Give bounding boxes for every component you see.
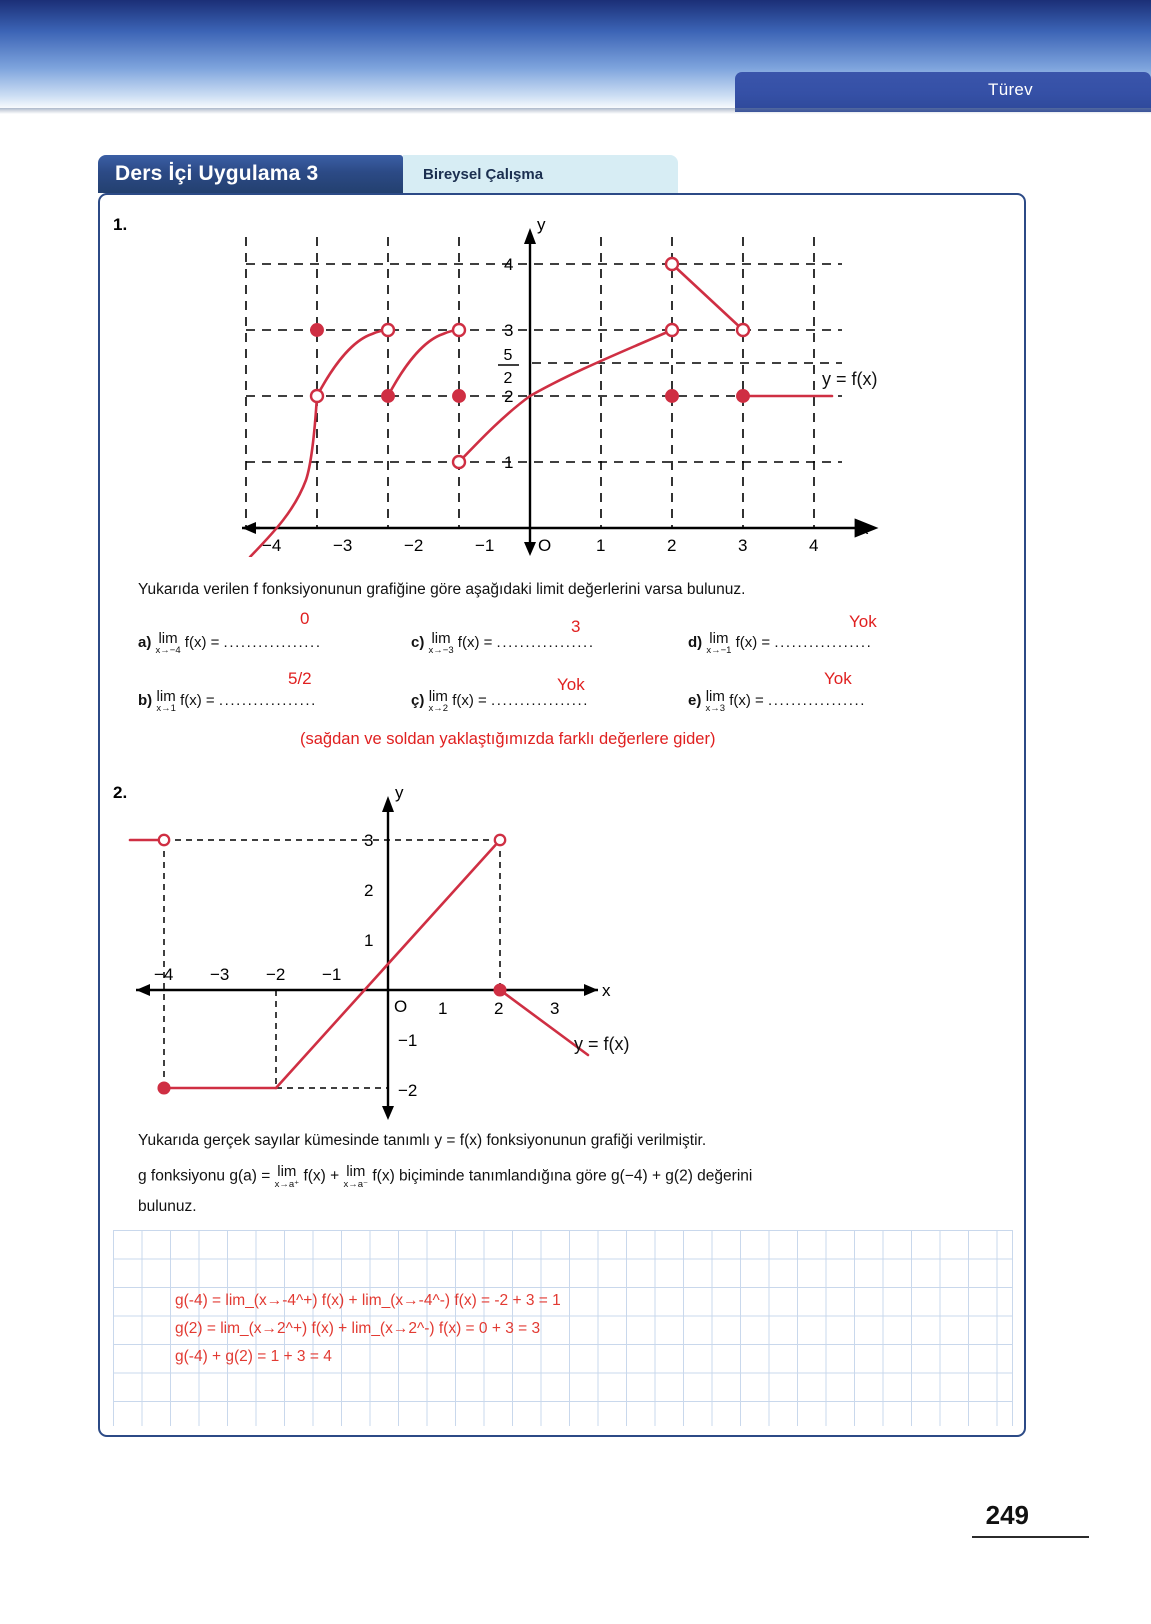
limit-item-a-answer: 0 [300, 609, 310, 628]
limit-item-e-operator: lim x→3 [705, 688, 726, 714]
limit-item-d [688, 630, 872, 656]
q2-right-limit-operator: lim x→a⁺ [274, 1163, 300, 1190]
svg-text:−1: −1 [322, 965, 342, 984]
svg-text:−4: −4 [262, 536, 282, 555]
svg-text:x: x [860, 519, 869, 538]
question-1-note: (sağdan ve soldan yaklaştığımızda farklı değerlere gider) [300, 730, 716, 748]
svg-text:−3: −3 [210, 965, 230, 984]
limit-item-c [411, 630, 595, 656]
limit-item-cedilla-answer: Yok [557, 675, 585, 694]
question-1-number: 1. [113, 215, 128, 234]
limit-item-c-fx: f(x) = [457, 633, 493, 651]
question-1-prompt: Yukarıda verilen f fonksiyonunun grafiğine göre aşağıdaki limit değerlerini varsa bulunuz. [138, 581, 746, 598]
limit-item-cedilla-blank[interactable]: ................. [491, 691, 590, 709]
svg-text:2: 2 [667, 536, 677, 555]
banner-chapter-tab [735, 72, 1151, 112]
tab-worktype-label: Bireysel Çalışma [403, 155, 678, 193]
limit-item-a [138, 630, 322, 656]
answer-grid-area[interactable] [113, 1230, 1013, 1426]
q2-g-definition-suffix: f(x) biçiminde tanımlandığına göre g(−4) + g(2) değerini [372, 1167, 753, 1185]
svg-text:y = f(x): y = f(x) [822, 369, 878, 389]
svg-text:O: O [394, 997, 408, 1016]
limit-item-cedilla-label: ç) [411, 691, 425, 709]
svg-text:1: 1 [596, 536, 606, 555]
limit-item-a-blank[interactable]: ................. [223, 633, 322, 651]
svg-text:y: y [537, 215, 546, 234]
svg-text:−1: −1 [475, 536, 495, 555]
q2-g-definition-prefix: g fonksiyonu g(a) = [138, 1167, 275, 1185]
question-2-line-3: bulunuz. [138, 1198, 197, 1215]
limit-item-d-label: d) [688, 633, 703, 651]
handwritten-line-2: g(2) = lim_(x→2^+) f(x) + lim_(x→2^-) f(x) = 0 + 3 = 3 [175, 1320, 541, 1337]
banner-shadow [0, 108, 1151, 114]
limit-item-d-answer: Yok [849, 612, 877, 631]
page-number-rule [972, 1536, 1089, 1538]
svg-text:3: 3 [550, 999, 560, 1018]
limit-item-b-blank[interactable]: ................. [218, 691, 317, 709]
q2-g-definition-mid: f(x) + [303, 1167, 344, 1185]
svg-text:5: 5 [503, 347, 513, 364]
limit-item-a-fx: f(x) = [184, 633, 220, 651]
handwritten-line-3: g(-4) + g(2) = 1 + 3 = 4 [175, 1348, 332, 1365]
svg-text:3: 3 [364, 831, 374, 850]
svg-text:−2: −2 [266, 965, 286, 984]
limit-item-b-answer: 5/2 [288, 669, 312, 688]
limit-item-c-label: c) [411, 633, 425, 651]
tab-activity-title: Ders İçi Uygulama 3 [98, 155, 403, 193]
svg-text:4: 4 [809, 536, 819, 555]
limit-item-c-answer: 3 [571, 617, 581, 636]
question-2-line-1: Yukarıda gerçek sayılar kümesinde tanımlı y = f(x) fonksiyonunun grafiği verilmiştir. [138, 1132, 707, 1149]
svg-text:O: O [538, 536, 552, 555]
svg-text:y = f(x): y = f(x) [574, 1034, 630, 1054]
handwritten-line-1: g(-4) = lim_(x→-4^+) f(x) + lim_(x→-4^-) f(x) = -2 + 3 = 1 [175, 1292, 561, 1309]
svg-text:1: 1 [364, 931, 374, 950]
q2-left-limit-operator: lim x→a⁻ [343, 1163, 369, 1190]
limit-item-e-fx: f(x) = [729, 691, 764, 709]
limit-item-d-blank[interactable]: ................. [774, 633, 873, 651]
limit-item-e-label: e) [688, 691, 702, 709]
svg-text:2: 2 [503, 370, 513, 387]
limit-item-b-fx: f(x) = [180, 691, 215, 709]
svg-text:1: 1 [504, 453, 514, 472]
limit-item-b-label: b) [138, 691, 153, 709]
limit-item-c-blank[interactable]: ................. [496, 633, 595, 651]
svg-text:−4: −4 [154, 965, 174, 984]
svg-text:4: 4 [504, 255, 514, 274]
limit-item-d-fx: f(x) = [735, 633, 771, 651]
limit-item-e-answer: Yok [824, 669, 852, 688]
limit-item-b [138, 688, 317, 714]
limit-item-d-operator: lim x→−1 [706, 630, 732, 656]
figure-1-graph [232, 212, 882, 557]
chapter-title: Türev [988, 80, 1033, 99]
limit-item-b-operator: lim x→1 [156, 688, 176, 714]
svg-text:x: x [602, 981, 611, 1000]
svg-text:2: 2 [494, 999, 504, 1018]
question-2-line-2 [138, 1163, 752, 1190]
svg-text:−2: −2 [398, 1081, 418, 1100]
svg-text:2: 2 [504, 387, 514, 406]
figure-2-graph [128, 778, 688, 1123]
limit-item-a-label: a) [138, 633, 152, 651]
svg-text:y: y [395, 783, 404, 802]
svg-text:−1: −1 [398, 1031, 418, 1050]
question-2-number: 2. [113, 783, 128, 802]
page-number: 249 [985, 1500, 1029, 1530]
limit-item-c-operator: lim x→−3 [428, 630, 454, 656]
svg-text:−2: −2 [404, 536, 424, 555]
limit-item-cedilla-operator: lim x→2 [428, 688, 449, 714]
svg-text:1: 1 [438, 999, 448, 1018]
svg-text:3: 3 [738, 536, 748, 555]
limit-item-e [688, 688, 866, 714]
svg-text:3: 3 [504, 321, 514, 340]
svg-text:2: 2 [364, 881, 374, 900]
limit-item-a-operator: lim x→−4 [155, 630, 181, 656]
svg-text:−3: −3 [333, 536, 353, 555]
limit-item-cedilla-fx: f(x) = [452, 691, 487, 709]
limit-item-e-blank[interactable]: ................. [768, 691, 867, 709]
